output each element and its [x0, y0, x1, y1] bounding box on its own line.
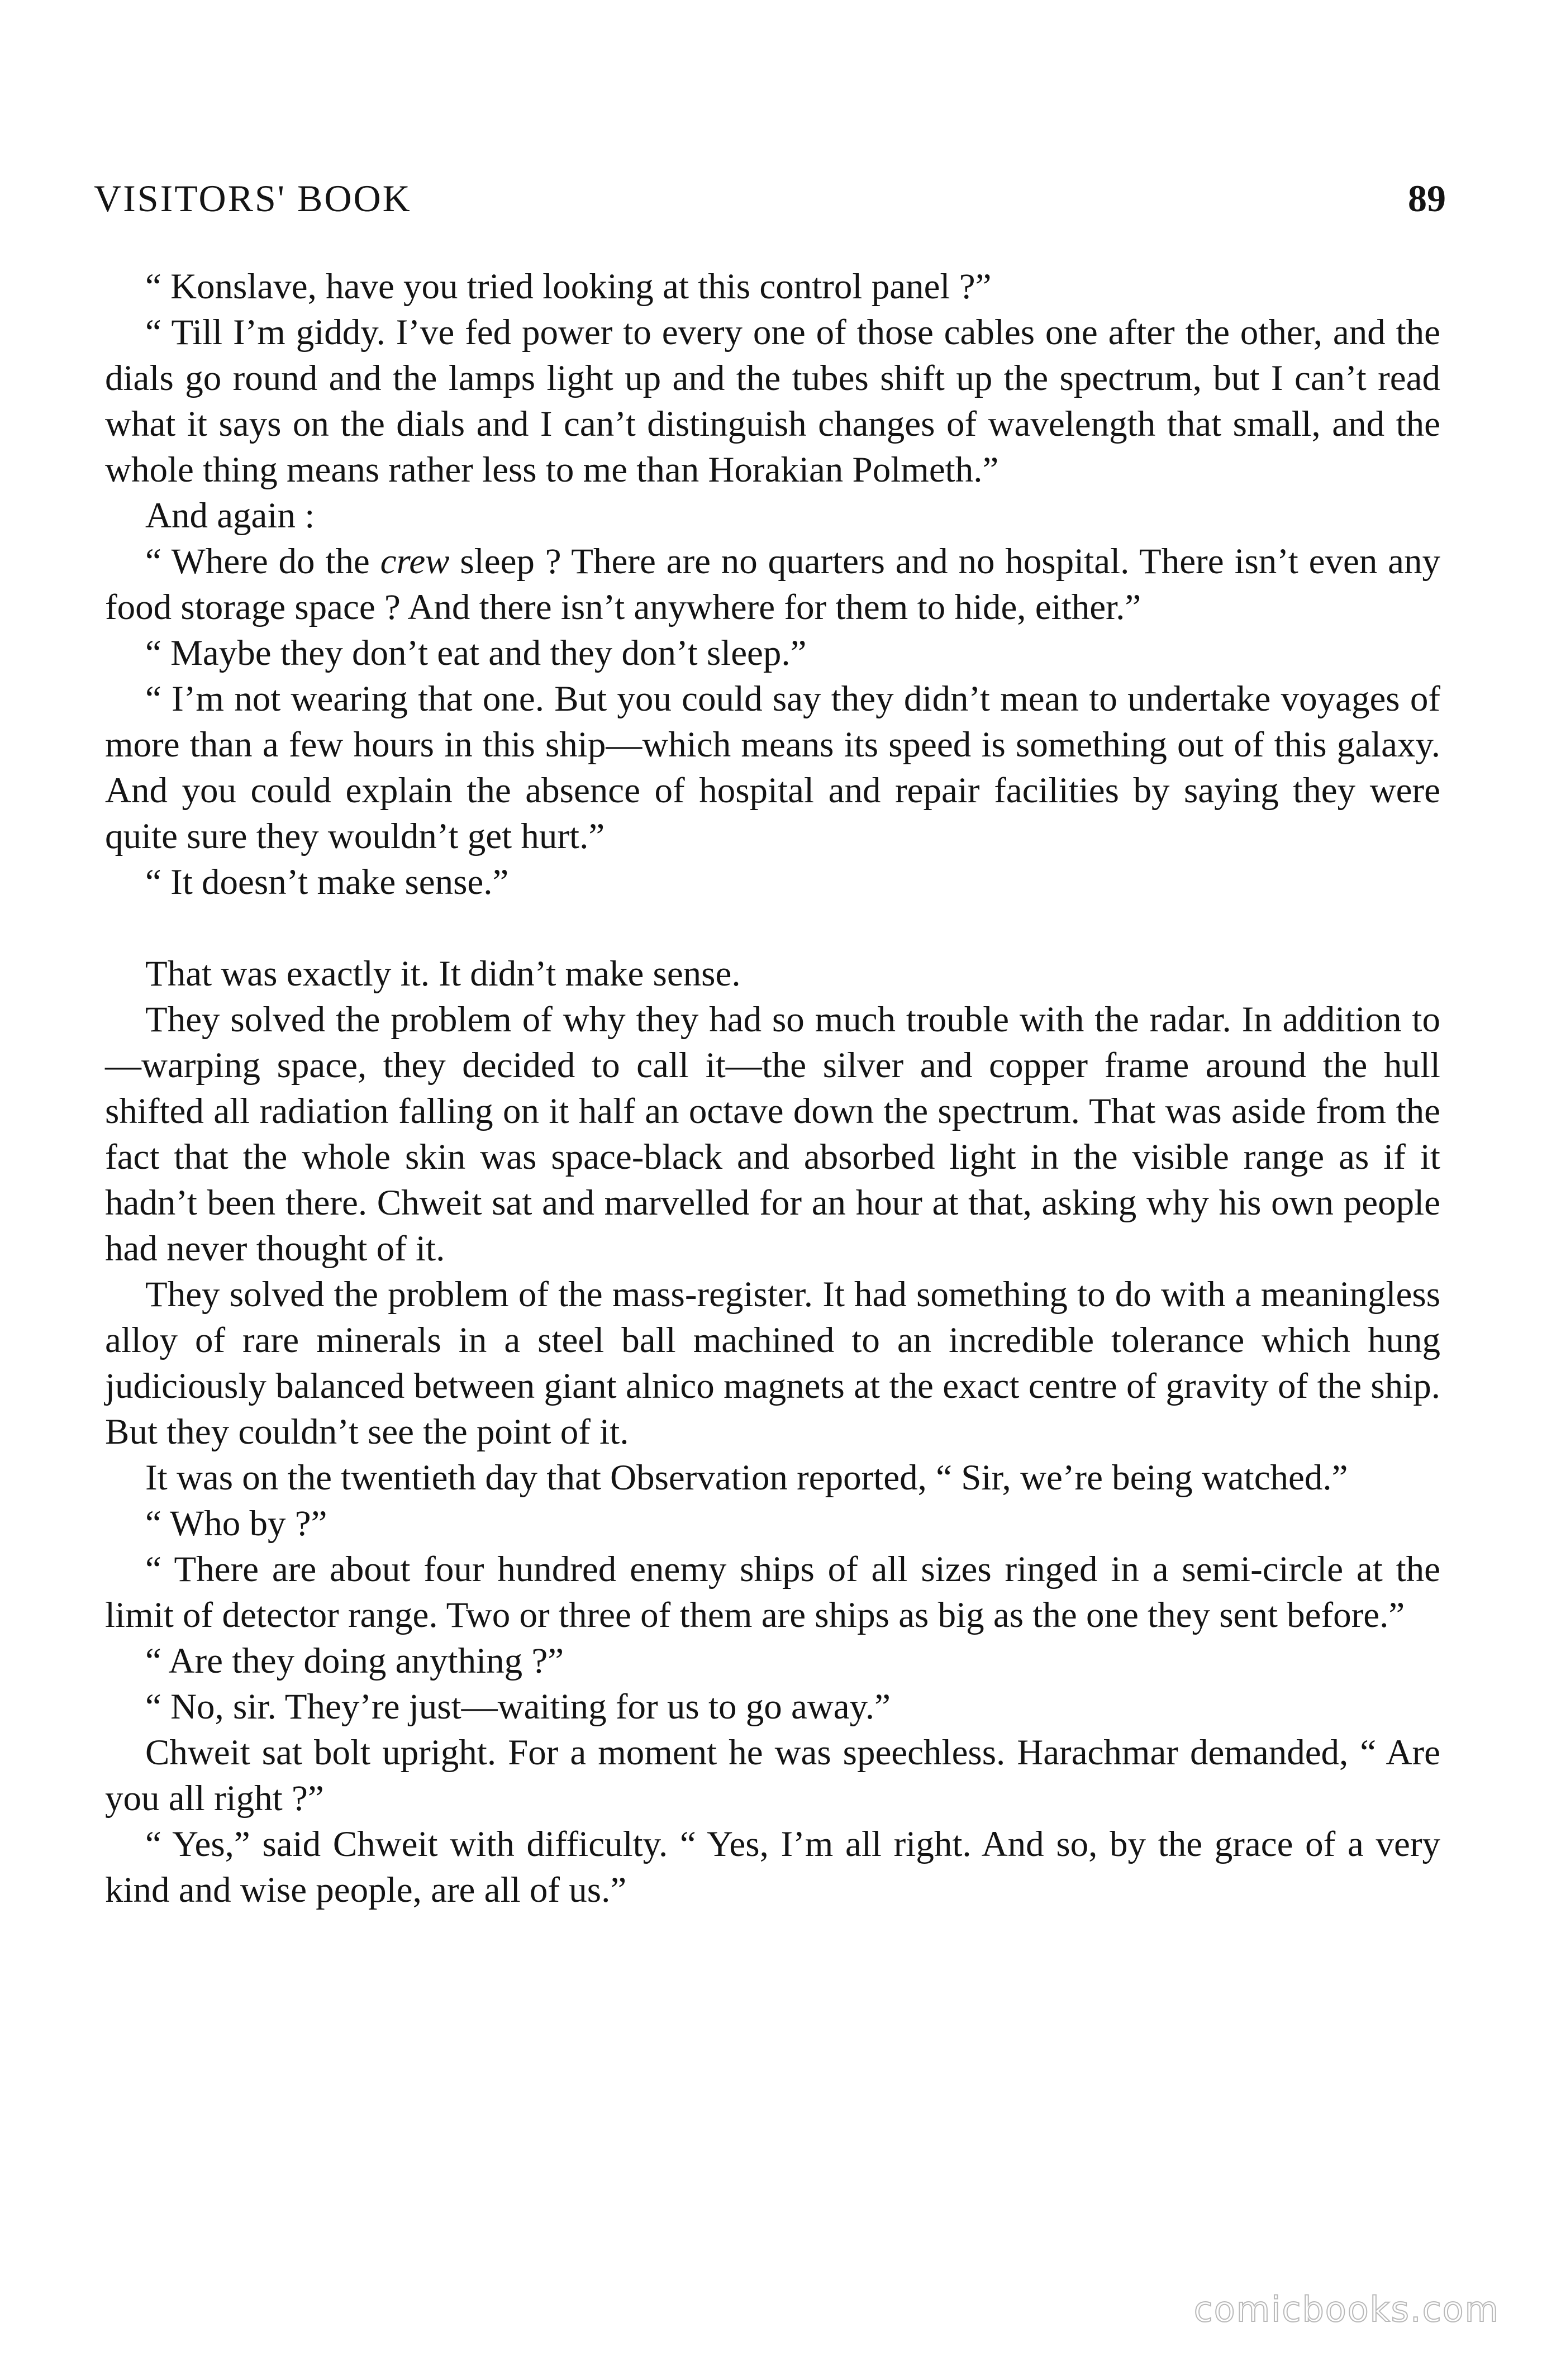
paragraph-bolt-upright: Chweit sat bolt upright. For a moment he was speechless. Harachmar demanded, “ Are you all right ?” — [105, 1732, 1440, 1819]
running-head — [94, 168, 1446, 229]
paragraph-doesnt-make-sense: “ It doesn’t make sense.” — [145, 862, 509, 902]
paragraph-four-hundred-ships: “ There are about four hundred enemy ships of all sizes ringed in a semi-circle at the limit of detector range. Two or three of them are ships as big as the one they sent before.” — [105, 1549, 1440, 1635]
paragraph-doing-anything: “ Are they doing anything ?” — [145, 1641, 564, 1681]
paragraph-just-waiting: “ No, sir. They’re just—waiting for us to go away.” — [145, 1687, 891, 1727]
paragraph-and-again: And again : — [145, 496, 315, 536]
paragraph-konslave-question: “ Konslave, have you tried looking at this control panel ?” — [145, 266, 992, 307]
paragraph-twentieth-day: It was on the twentieth day that Observation reported, “ Sir, we’re being watched.” — [145, 1458, 1348, 1498]
watermark-logo: comicbooks.com — [1193, 2289, 1500, 2330]
paragraph-exactly-it: That was exactly it. It didn’t make sense. — [145, 954, 741, 994]
running-title: VISITORS' BOOK — [94, 177, 412, 220]
paragraph-who-by: “ Who by ?” — [145, 1503, 327, 1544]
paragraph-mass-register: They solved the problem of the mass-register. It had something to do with a meaningless alloy of rare minerals in a steel ball machined to an incredible tolerance which hung judiciously balanced between giant alnico magnets at the exact centre of gravity of the ship. But they couldn’t see the point of it. — [105, 1274, 1440, 1452]
paragraph-till-im-giddy: “ Till I’m giddy. I’ve fed power to every one of those cables one after the other, and the dials go round and the lamps light up and the tubes shift up the spectrum, but I can’t read what it says on the dials and I can’t distinguish changes of wavelength that small, and the whole thing means rather less to me than Horakian Polmeth.” — [105, 312, 1440, 490]
paragraph-all-right: “ Yes,” said Chweit with difficulty. “ Yes, I’m all right. And so, by the grace of a very kind and wise people, are all of us.” — [105, 1824, 1440, 1910]
paragraph-where-crew-sleep: “ Where do the crew sleep ? There are no quarters and no hospital. There isn’t even any food storage space ? And there isn’t anywhere for them to hide, either.” — [105, 541, 1440, 627]
body-text — [105, 264, 1440, 1913]
paragraph-not-wearing-that: “ I’m not wearing that one. But you could say they didn’t mean to undertake voyages of more than a few hours in this ship—which means its speed is something out of this galaxy. And you could explain the absence of hospital and repair facilities by saying they were quite sure they wouldn’t get hurt.” — [105, 679, 1440, 856]
paragraph-maybe-dont-eat: “ Maybe they don’t eat and they don’t sleep.” — [145, 633, 807, 673]
page-number: 89 — [1408, 177, 1446, 220]
emphasis-crew: crew — [380, 541, 450, 582]
paragraph-radar-problem: They solved the problem of why they had so much trouble with the radar. In addition to—warping space, they decided to call it—the silver and copper frame around the hull shifted all radiation falling on it half an octave down the spectrum. That was aside from the fact that the whole skin was space-black and absorbed light in the visible range as if it hadn’t been there. Chweit sat and marvelled for an hour at that, asking why his own people had never thought of it. — [105, 999, 1440, 1269]
